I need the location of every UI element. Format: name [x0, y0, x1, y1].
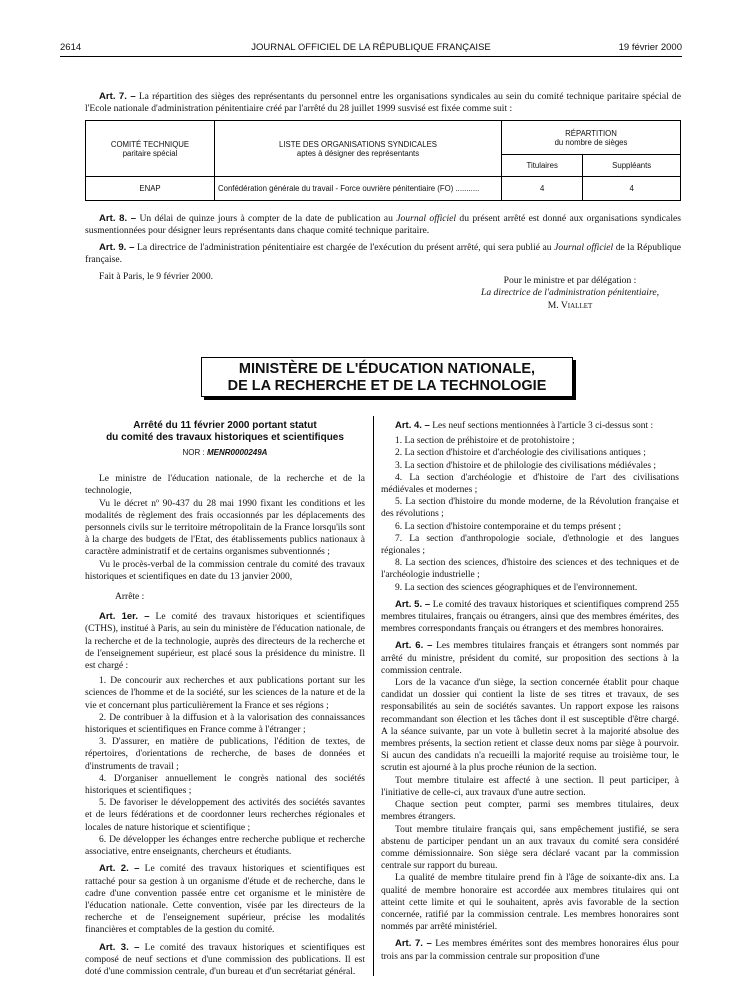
issue-date: 19 février 2000	[618, 42, 682, 53]
list-item: 4. La section d'archéologie et d'histoire de l'art des civilisations médiévales et modernes ;	[381, 472, 679, 496]
vu-2: Vu le procès-verbal de la commission centrale du comité des travaux historiques et scientifiques en date du 13 janvier 2000,	[85, 559, 365, 582]
arrete-word: Arrête :	[115, 592, 145, 603]
col-header-titulaires: Titulaires	[502, 155, 583, 177]
paragraph: Lors de la vacance d'un siège, la section concernée établit pour chaque candidat un dossier qui contient la liste de ses titres et travaux, de ses responsabilités au sein de sociétés savantes. Un rapport expose les raisons recommandant son élection et les tâches dont il est susceptible d'être chargé. A la séance suivante, par un vote à bulletin secret à la majorité absolue des membres présents, la section retient et classe deux noms par siège à pourvoir. Si aucun des candidats n'a recueilli la majorité requise au troisième tour, le scrutin est ajourné à la plus proche réunion de la section.	[381, 678, 679, 774]
page-number: 2614	[60, 42, 82, 53]
article-label: Art. 7. –	[99, 91, 136, 102]
list-item: 5. De favoriser le développement des activités des sociétés savantes et de leurs fédérations et de coordonner leurs recherches régionales et locales de nature historique et scientifique ;	[85, 798, 365, 833]
list-item: 2. De contribuer à la diffusion et à la valorisation des connaissances historiques et scientifiques en France comme à l'étranger ;	[85, 712, 365, 736]
col-header-comite: COMITÉ TECHNIQUE paritaire spécial	[86, 121, 215, 177]
nor-reference: NOR : MENR0000249A	[182, 448, 268, 457]
col-header-repartition: RÉPARTITION du nombre de sièges	[502, 121, 681, 155]
article-8: Art. 8. – Un délai de quinze jours à compter de la date de publication au Journal officiel du présent arrêté est donné aux organisations syndicales susmentionnées pour désigner leurs représentants dans chaque comité technique paritaire.	[85, 213, 681, 237]
articles-8-9	[85, 213, 681, 283]
cell-titulaires: 4	[502, 177, 583, 201]
list-item: 1. De concourir aux recherches et aux publications portant sur les sciences de l'homme et de la société, sur les sciences de la nature et de la vie et concernant plus particulièrement la France et ses régions ;	[85, 676, 365, 711]
cell-suppleants: 4	[583, 177, 681, 201]
ministry-heading	[201, 357, 573, 397]
paragraph: Tout membre titulaire est affecté à une section. Il peut participer, à l'initiative de celle-ci, aux travaux d'une autre section.	[381, 775, 679, 798]
cell-organisation: Confédération générale du travail - Force ouvrière pénitentiaire (FO) ...........	[215, 177, 502, 201]
article-3: Art. 3. – Le comité des travaux historiques et scientifiques est composé de neuf sections et d'une commission des publications. Il est doté d'une commission centrale, d'un bureau et d'un secrétariat général.	[85, 941, 366, 977]
list-item: 5. La section d'histoire du monde moderne, de la Révolution française et des révolutions ;	[381, 497, 679, 520]
article-2: Art. 2. – Le comité des travaux historiques et scientifiques est rattaché pour sa gestion à un organisme d'étude et de recherche, dans le cadre d'une convention passée entre cet organisme et le ministère de l'éducation nationale. Cette convention, visée par les directeurs de la recherche et de l'enseignement supérieur, précise les modalités financières et comptables de la gestion du comité.	[85, 863, 366, 936]
article-5: Art. 5. – Le comité des travaux historiques et scientifiques comprend 255 membres titulaires, français ou étrangers, ainsi que des membres émérites, des membres correspondants français ou étrangers et des membres honoraires.	[381, 598, 679, 635]
cell-comite: ENAP	[86, 177, 215, 201]
list-item: 6. De développer les échanges entre recherche publique et recherche associative, entre enseignants, chercheurs et étudiants.	[85, 834, 365, 858]
done-at: Fait à Paris, le 9 février 2000.	[99, 270, 214, 282]
ministry-line-1: MINISTÈRE DE L'ÉDUCATION NATIONALE,	[238, 361, 536, 377]
list-item: 4. D'organiser annuellement le congrès national des sociétés historiques et scientifiques ;	[85, 773, 365, 797]
arrete-title: Arrêté du 11 février 2000 portant statut du comité des travaux historiques et scientifiques	[106, 420, 344, 443]
col-header-suppleants: Suppléants	[583, 155, 681, 177]
signature-line: Pour le ministre et par délégation :	[503, 275, 637, 286]
signatory-name: M. Viallet	[547, 299, 593, 311]
article-7-top	[85, 91, 681, 116]
list-item: 3. La section d'histoire et de philologie des civilisations médiévales ;	[395, 460, 657, 471]
ministry-line-2: DE LA RECHERCHE ET DE LA TECHNOLOGIE	[227, 378, 547, 394]
article-9: Art. 9. – La directrice de l'administration pénitentiaire est chargée de l'exécution du présent arrêté, qui sera publié au Journal officiel de la République française.	[85, 241, 682, 266]
list-item: 1. La section de préhistoire et de protohistoire ;	[395, 436, 575, 447]
paragraph: La qualité de membre titulaire prend fin à l'âge de soixante-dix ans. La qualité de membre honoraire est accordée aux membres titulaires qui ont atteint cette limite et qui le souhaitent, après avis favorable de la section concernée, ratifié par la commission centrale. Les membres honoraires sont nommés par arrêté ministériel.	[381, 873, 679, 933]
article-4: Art. 4. – Les neuf sections mentionnées à l'article 3 ci-dessus sont :	[395, 420, 654, 431]
col-header-organisations: LISTE DES ORGANISATIONS SYNDICALES aptes à désigner des représentants	[215, 121, 502, 177]
list-item: 2. La section d'histoire et d'archéologie des civilisations antiques ;	[395, 448, 646, 459]
list-item: 3. D'assurer, en matière de publications, l'édition de textes, de répertoires, d'orientations de recherche, de bases de données et d'instruments de travail ;	[85, 737, 365, 772]
article-text: La répartition des sièges des représentants du personnel entre les organisations syndicales au sein du comité technique paritaire spécial de l'Ecole nationale d'administration pénitentiaire créé par l'arrêté du 28 juillet 1999 susvisé est fixée comme suit :	[85, 91, 681, 115]
list-item: 6. La section d'histoire contemporaine et du temps présent ;	[395, 521, 621, 532]
list-item: 8. La section des sciences, d'histoire des sciences et des techniques et de l'archéologie industrielle ;	[381, 558, 679, 581]
repartition-table	[85, 120, 681, 201]
page-header	[60, 40, 682, 56]
vu-1: Vu le décret nº 90-437 du 28 mai 1990 fixant les conditions et les modalités de règlement des frais occasionnés par les déplacements des personnels civils sur le territoire métropolitain de la France lorsqu'ils sont à la charge des budgets de l'Etat, des établissements publics nationaux à caractère administratif et de certains organismes subventionnés ;	[85, 498, 365, 558]
left-column	[85, 420, 365, 978]
right-column	[381, 420, 679, 963]
article-7: Art. 7. – Les membres émérites sont des membres honoraires élus pour trois ans par la commission centrale sur proposition d'une	[381, 938, 680, 962]
journal-title: JOURNAL OFFICIEL DE LA RÉPUBLIQUE FRANÇAISE	[251, 42, 491, 53]
article-6: Art. 6. – Les membres titulaires français et étrangers sont nommés par arrêté du ministre, président du comité, sur proposition des sections à la commission centrale.	[381, 640, 679, 676]
list-item: 9. La section des sciences géographiques et de l'environnement.	[395, 582, 638, 593]
column-divider	[373, 416, 374, 976]
article-1: Art. 1er. – Le comité des travaux historiques et scientifiques (CTHS), institué à Paris, au sein du ministère de l'éducation nationale, de la recherche et de la technologie, auprès des directeurs de la recherche et de l'enseignement supérieur, est placé sous la présidence du ministre. Il est chargé :	[85, 611, 365, 672]
table-row	[86, 177, 681, 201]
signature-title: La directrice de l'administration pénitentiaire,	[480, 287, 659, 299]
list-item: 7. La section d'anthropologie sociale, d'ethnologie et des langues régionales ;	[381, 533, 679, 557]
intro: Le ministre de l'éducation nationale, de la recherche et de la technologie,	[85, 474, 365, 497]
signature-block	[460, 275, 680, 312]
header-rule	[60, 56, 682, 57]
paragraph: Tout membre titulaire français qui, sans empêchement justifié, se sera abstenu de participer pendant un an aux travaux du comité sera considéré comme démissionnaire. Son siège sera déclaré vacant par la commission centrale sur rapport du bureau.	[381, 824, 679, 872]
paragraph: Chaque section peut compter, parmi ses membres titulaires, deux membres étrangers.	[381, 800, 679, 823]
